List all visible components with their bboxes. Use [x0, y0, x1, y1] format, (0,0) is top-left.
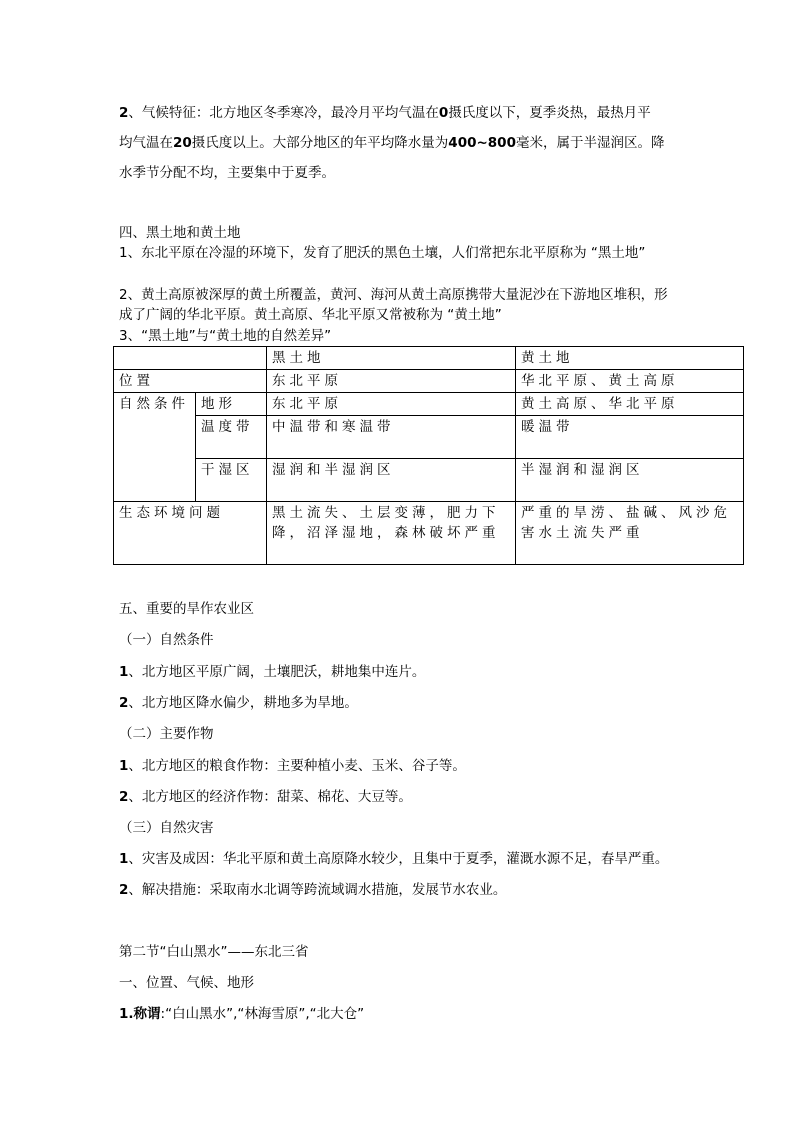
section5-item-1-text: 、北方地区平原广阔，土壤肥沃，耕地集中连片。: [128, 664, 426, 680]
section5-item-6-num: 2: [119, 882, 129, 898]
table-header-black: 黑土地: [267, 347, 516, 370]
moisture-yellow: 半湿润和湿润区: [516, 459, 744, 502]
location-yellow: 华北平原、黄土高原: [516, 370, 744, 393]
moisture-black: 湿润和半湿润区: [267, 459, 516, 502]
section5-item-4-num: 2: [119, 789, 129, 805]
table-row-temperature: [114, 416, 744, 459]
temperature-black: 中温带和寒温带: [267, 416, 516, 459]
table-row-terrain: [114, 393, 744, 416]
terrain-yellow: 黄土高原、华北平原: [516, 393, 744, 416]
climate-text: 、气候特征：北方地区冬季寒冷，最冷月平均气温在: [128, 105, 439, 121]
table-header-yellow: 黄土地: [516, 347, 744, 370]
temperature-yellow: 暖温带: [516, 416, 744, 459]
climate-zero: 0: [438, 105, 449, 121]
climate-line2-c: 毫米，属于半湿润区。降: [515, 135, 665, 151]
section5-item-5-text: 、灾害及成因：华北平原和黄土高原降水较少，且集中于夏季，灌溉水源不足，春旱严重。: [128, 851, 669, 867]
climate-20: 20: [173, 135, 192, 151]
section5-item-3-text: 、北方地区的粮食作物：主要种植小麦、玉米、谷子等。: [128, 758, 466, 774]
section5-item-3-num: 1: [119, 758, 129, 774]
section5-item-1: [119, 663, 425, 681]
section5-item-1-num: 1: [119, 664, 129, 680]
section5-sub-1: （一）自然条件: [119, 632, 214, 648]
section2-names-num: 1.: [119, 1006, 134, 1022]
location-label: 位置: [114, 370, 267, 393]
section4-heading: 四、黑土地和黄土地: [119, 225, 241, 241]
section5-heading: 五、重要的旱作农业区: [119, 601, 254, 617]
location-black: 东北平原: [267, 370, 516, 393]
climate-line-1: [119, 104, 651, 122]
section4-paragraph-3: 3、“黑土地”与“黄土地的自然差异”: [119, 328, 332, 344]
table-row-moisture: [114, 459, 744, 502]
ecology-black: 黑土流失、土层变薄，肥力下降，沼泽湿地，森林破坏严重: [267, 502, 516, 565]
climate-range: 400~800: [448, 135, 516, 151]
section5-item-5-num: 1: [119, 851, 129, 867]
section4-paragraph-2: 2、黄土高原被深厚的黄土所覆盖，黄河、海河从黄土高原携带大量泥沙在下游地区堆积，形成了广阔的华北平原。黄土高原、华北平原又常被称为 “黄土地”: [119, 287, 668, 323]
section5-item-6: [119, 881, 506, 899]
table-header-row: [114, 347, 744, 370]
climate-rest: 摄氏度以下，夏季炎热，最热月平: [448, 105, 651, 121]
terrain-black: 东北平原: [267, 393, 516, 416]
section5-item-2-num: 2: [119, 695, 129, 711]
section2-heading: 第二节“白山黑水”——东北三省: [119, 944, 309, 960]
temperature-label: 温度带: [196, 416, 267, 459]
section5-item-3: [119, 757, 466, 775]
table-header-blank: [114, 347, 267, 370]
climate-line2-a: 均气温在: [119, 135, 173, 151]
comparison-table: [113, 346, 744, 565]
climate-line-3: 水季节分配不均，主要集中于夏季。: [119, 165, 335, 181]
section2-names-text: :“白山黑水”,“林海雪原”,“北大仓”: [160, 1006, 365, 1022]
table-row-location: [114, 370, 744, 393]
section2-sub: 一、位置、气候、地形: [119, 975, 254, 991]
section5-sub-3: （三）自然灾害: [119, 820, 214, 836]
terrain-label: 地形: [196, 393, 267, 416]
section2-names-label: 称谓: [133, 1006, 161, 1022]
section5-item-4-text: 、北方地区的经济作物：甜菜、棉花、大豆等。: [128, 789, 412, 805]
section5-item-4: [119, 788, 412, 806]
table-row-ecology: [114, 502, 744, 565]
ecology-label: 生态环境问题: [114, 502, 267, 565]
climate-line-2: [119, 134, 664, 152]
ecology-yellow: 严重的旱涝、盐碱、风沙危害水土流失严重: [516, 502, 744, 565]
section5-sub-2: （二）主要作物: [119, 726, 214, 742]
natural-label: 自然条件: [114, 393, 196, 502]
moisture-label: 干湿区: [196, 459, 267, 502]
section2-names: [119, 1005, 364, 1023]
section5-item-2-text: 、北方地区降水偏少，耕地多为旱地。: [128, 695, 358, 711]
climate-line2-b: 摄氏度以上。大部分地区的年平均降水量为: [191, 135, 449, 151]
section5-item-5: [119, 850, 668, 868]
section4-paragraph-1: 1、东北平原在冷湿的环境下，发育了肥沃的黑色土壤，人们常把东北平原称为 “黑土地”: [119, 245, 646, 261]
section5-item-6-text: 、解决措施：采取南水北调等跨流域调水措施，发展节水农业。: [128, 882, 507, 898]
section5-item-2: [119, 694, 358, 712]
climate-num: 2: [119, 105, 129, 121]
